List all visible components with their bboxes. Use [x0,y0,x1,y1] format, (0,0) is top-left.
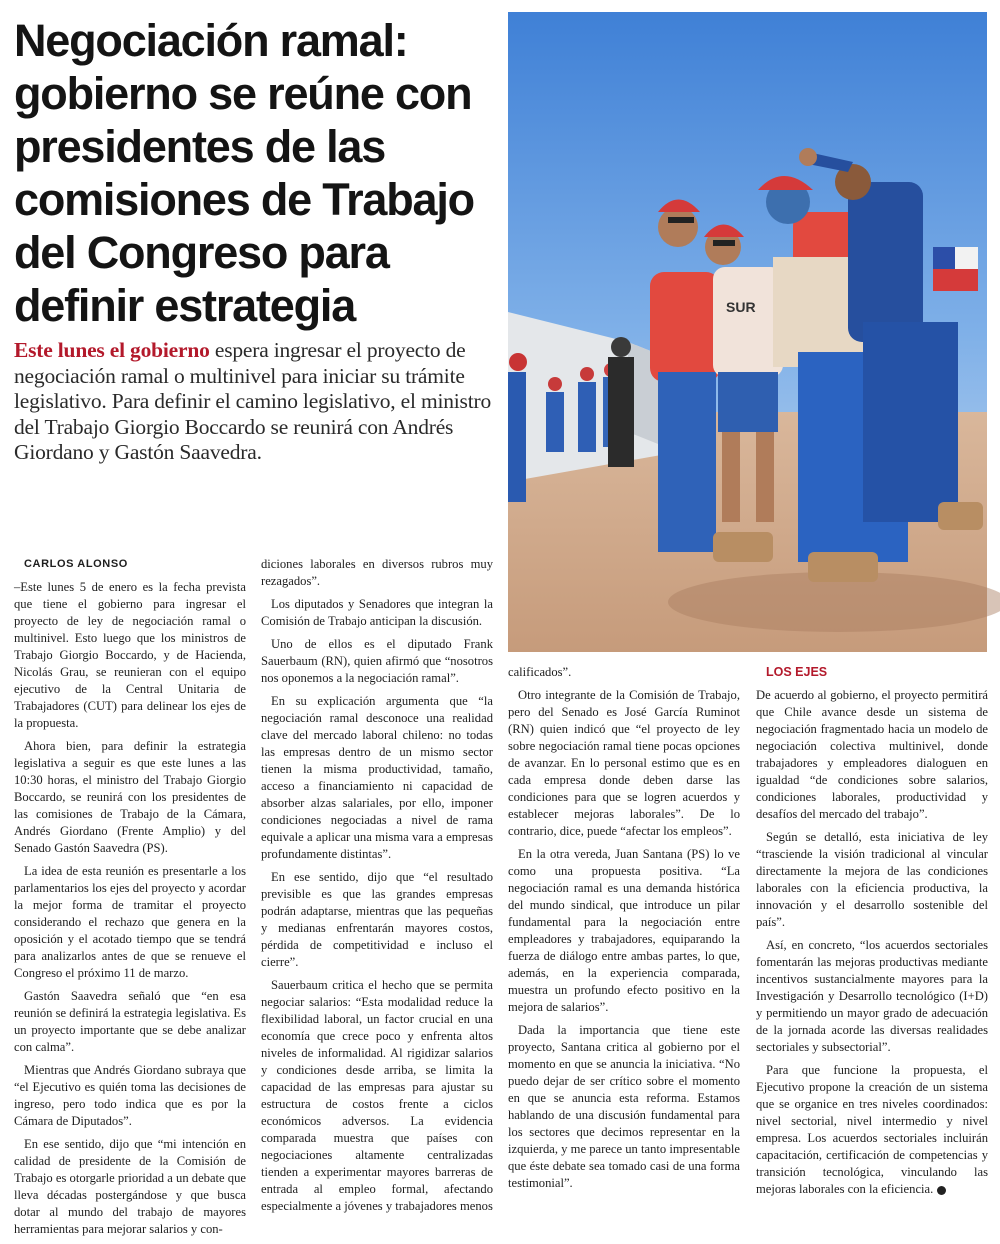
text-column-3 [508,664,740,1198]
paragraph: En la otra vereda, Juan Santana (PS) lo ve como una propuesta positiva. “La negociación ramal es una demanda histórica del mundo sindical, que introduce un pilar fundamental para la negociación entre empleadores y trabajadores, equiparando la fuerza de diálogo entre ambas partes, lo que, además, en la experiencia comparada, muestra un profundo efecto positivo en la mejora de salarios”. [508,847,740,1014]
paragraph: Según se detalló, esta iniciativa de ley “trasciende la visión tradicional al vincular directamente la mejora de las condiciones laborales con la eficiencia productiva, la innovación y el desarrollo sostenible del país”. [756,830,988,929]
lead-paragraph [14,338,494,466]
text-column-4 [756,664,988,1204]
paragraph: En ese sentido, dijo que “el resultado previsible es que las grandes empresas podrán adaptarse, mientras que las pequeñas y medianas enfrentarán mayores costos, pérdida de competitividad e incluso el cierre”. [261,870,493,969]
text-column-2 [261,556,493,1221]
chile-flag [933,247,978,291]
lead-text: espera ingresar el proyecto de negociación ramal o multinivel para iniciar su trámite legislativo. Para definir el camino legislativo, el ministro del Trabajo Giorgio Boccardo se reunirá con Andrés Giordano y Gastón Saavedra. [14,338,492,464]
paragraph: De acuerdo al gobierno, el proyecto permitirá que Chile avance desde un sistema de negociación fragmentado hacia un modelo de negociación colectiva multinivel, donde trabajadores y empleadores dialoguen en igualdad “de condiciones sobre salarios, condiciones laborales, productividad y desafíos del mercado del trabajo”. [756,688,988,821]
paragraph: diciones laborales en diversos rubros muy rezagados”. [261,557,493,588]
paragraph-text: Para que funcione la propuesta, el Ejecutivo propone la creación de un sistema que se organice en tres niveles coordinados: nivel sectorial, nivel intermedio y nivel empresa. Los acuerdos sectoriales incluirán capacitación, certificación de competencias y transición tecnológica, vinculando las mejoras laborales con la eficiencia. [756,1063,988,1196]
lead-kicker: Este lunes el gobierno [14,338,210,362]
paragraph: Así, en concreto, “los acuerdos sectoriales fomentarán las mejoras productivas mediante incentivos sustancialmente mayores para la Investigación y Desarrollo tecnológico (I+D) y permitiendo un mayor grado de adecuación de la jornada acorde las diversas realidades sectoriales y subsectorial”. [756,938,988,1054]
paragraph: Ahora bien, para definir la estrategia legislativa a seguir es que este lunes a las 10:30 horas, el ministro del Trabajo Giorgio Boccardo, se reunirá con los presidentes de las comisiones de Trabajo de la Cámara, Andrés Giordano (Frente Amplio) y del Senado Gastón Saavedra (PS). [14,739,246,855]
text-column-1 [14,556,246,1244]
paragraph: Mientras que Andrés Giordano subraya que “el Ejecutivo es quién toma las decisiones de ingreso, pero todo indica que es por la Cámara de Diputados”. [14,1063,246,1128]
byline: CARLOS ALONSO [24,558,128,570]
paragraph: En su explicación argumenta que “la negociación ramal desconoce una realidad clave del mercado laboral chileno: no todas las empresas dentro de un mismo sector tienen la misma productividad, tamaño, acceso a financiamiento ni capacidad de absorber alzas salariales, por ello, imponer condiciones negociadas a nivel de rama equivale a aplicar una misma vara a empresas profundamente distintas”. [261,694,493,861]
section-heading: LOS EJES [766,665,828,679]
paragraph: Uno de ellos es el diputado Frank Sauerbaum (RN), quien afirmó que “nosotros nos oponemos a la negociación ramal”. [261,637,493,685]
workers-photo-illustration [508,12,987,652]
paragraph: –Este lunes 5 de enero es la fecha prevista que tiene el gobierno para ingresar el proyecto de ley de negociación ramal o multinivel. Esto luego que los ministros de Trabajo Giorgio Boccardo, y de Hacienda, Nicolás Grau, se reunieran con el equipo ejecutivo de la Central Unitaria de Trabajadores (CUT) para delinear los ejes de la propuesta. [14,580,246,730]
paragraph: La idea de esta reunión es presentarle a los parlamentarios los ejes del proyecto y acordar la mejor forma de tramitar el proyecto considerando el rechazo que genera en la oposición y el acotado tiempo que se tendrá para analizarlos antes de que se renueve el Congreso el próximo 11 de marzo. [14,864,246,980]
end-mark-icon [937,1186,946,1195]
paragraph: Los diputados y Senadores que integran la Comisión de Trabajo anticipan la discusión. [261,597,493,628]
svg-text:SUR: SUR [726,299,756,315]
paragraph: Dada la importancia que tiene este proyecto, Santana critica al gobierno por el momento en que se anuncia la iniciativa. “No puedo dejar de ser crítico sobre el momento en que se anuncia esta reforma. Estamos hablando de una discusión fundamental para los sectores que decimos representar en la izquierda, y me parece un tanto impresentable que éste debate sea tomado casi de una forma testimonial”. [508,1023,740,1190]
paragraph: En ese sentido, dijo que “mi intención en calidad de presidente de la Comisión de Trabajo es otorgarle prioridad a un debate que lleva décadas postergándose y que busca dotar al mundo del trabajo de mayores herramientas para mejorar salarios y con- [14,1137,246,1236]
paragraph: Gastón Saavedra señaló que “en esa reunión se definirá la estrategia legislativa. Es un proyecto importante que se debe analizar con calma”. [14,989,246,1054]
article-photo [508,12,987,652]
headline: Negociación ramal: gobierno se reúne con presidentes de las comisiones de Trabajo del Congreso para definir estrategia [14,15,474,331]
paragraph-last [756,1062,988,1198]
paragraph: Otro integrante de la Comisión de Trabajo, pero del Senado es José García Ruminot (RN) quien indicó que “el proyecto de ley sobre negociación ramal tiene pocas opciones de avanzar. En lo personal estimo que es en cada empresa donde deben darse las condiciones para que se logren acuerdos y establecer mejoras laborales”. De lo contrario, dice, puede “afectar los empleos”. [508,688,740,838]
paragraph: calificados”. [508,665,572,679]
paragraph: Sauerbaum critica el hecho que se permita negociar salarios: “Esta modalidad reduce la flexibilidad laboral, un factor crucial en una economía que crece poco y enfrenta altos niveles de informalidad. Al rigidizar salarios y condiciones desde arriba, se limita la capacidad de las empresas para ajustar su estructura de costos frente a ciclos económicos adversos. La evidencia comparada muestra que países con negociaciones altamente centralizadas tienden a experimentar mayores barreras de entrada al empleo formal, afectando especialmente a jóvenes y trabajadores menos [261,978,493,1213]
